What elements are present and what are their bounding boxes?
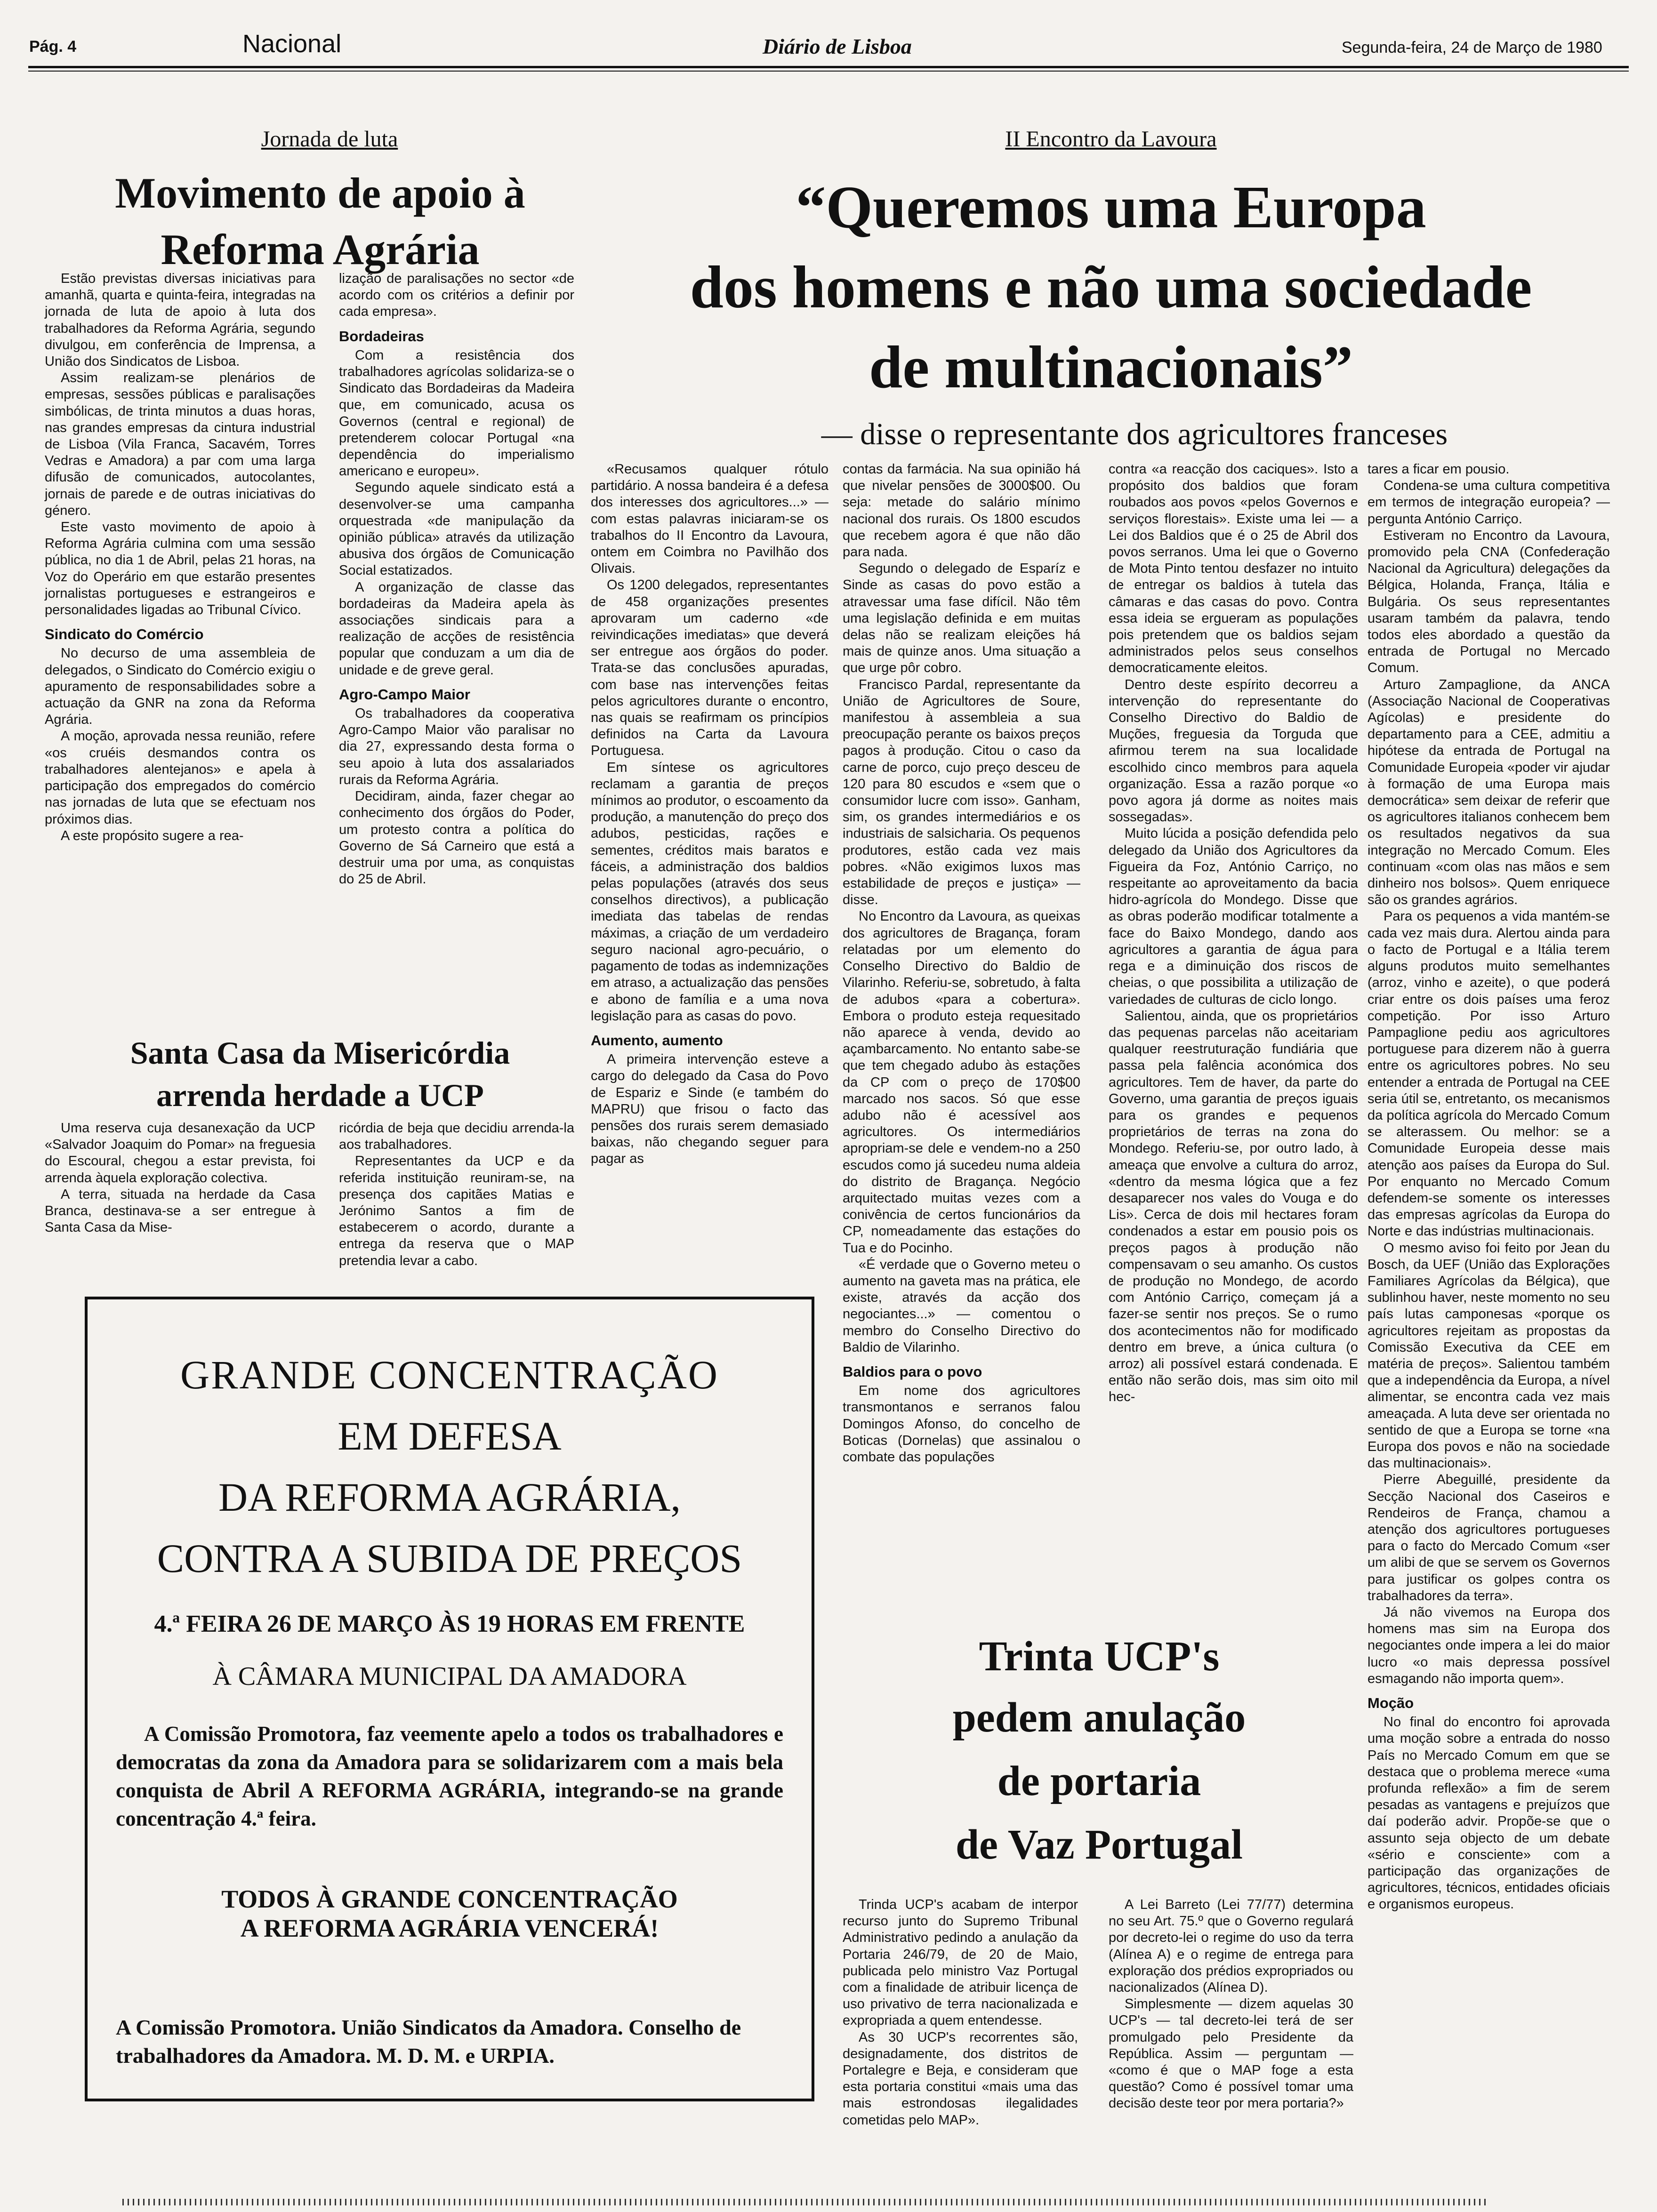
paragraph: Em síntese os agricultores reclamam a garantia de preços mínimos ao produtor, o escoamento da produção, a manutenção do preço dos adubos, pesticidas, rações e sementes, créditos mais baratos e fáceis, a administração dos baldios pelas populações (através dos seus conselhos directivos), a publicação imediata das tabelas de rendas máximas, a criação de um verdadeiro seguro nacional agro-pecuário, o pagamento de todas as indemnizações em atraso, a actualização das pensões e abono de família e a uma nova legislação para as casas do povo. bbox=[591, 760, 828, 1024]
ad-place: À CÂMARA MUNICIPAL DA AMADORA bbox=[212, 1662, 687, 1691]
paragraph: tares a ficar em pousio. bbox=[1367, 462, 1510, 477]
ad-line-3: DA REFORMA AGRÁRIA, bbox=[218, 1475, 681, 1520]
ucp-col-2 bbox=[1109, 1897, 1353, 2174]
paragraph: Arturo Zampaglione, da ANCA (Associação Nacional de Cooperativas Agícolas) e presidente do departamento para a CEE, admitiu a hipótese da entrada de Portugal na Comunidade Europeia «poder vir ajudar à formação de uma Europa mais democrática» sem deixar de referir que os agricultores italianos conhecem bem os resultados negativos da sua integração no Mercado Comum. Eles continuam «com olas nas mãos e sem dinheiro nos bolsos». Quem enriquece são os grandes agrários. bbox=[1367, 677, 1610, 908]
main-col-4 bbox=[1367, 461, 1610, 2193]
main-col-2 bbox=[843, 461, 1080, 1465]
subhead-mocao: Moção bbox=[1367, 1695, 1414, 1712]
paragraph: Segundo o delegado de Esparíz e Sinde as casas do povo estão a atravessar uma fase difícil. Não têm uma legislação definida e em muitas delas não se realizam eleições há mais de quinze anos. Uma situação a que urge pôr cobro. bbox=[843, 561, 1080, 676]
paragraph: A primeira intervenção esteve a cargo do delegado da Casa do Povo de Espariz e Sinde (e também do MAPRU) que frisou o facto das pensões dos rurais serem demasiado baixas, não chegando seguer para pagar as bbox=[591, 1052, 828, 1167]
ad-date: 4.ª FEIRA 26 DE MARÇO ÀS 19 HORAS EM FRENTE bbox=[154, 1611, 745, 1637]
paragraph: ricórdia de beja que decidiu arrenda-la aos trabalhadores. bbox=[339, 1121, 574, 1153]
headline-ucp-1: Trinta UCP's bbox=[979, 1633, 1220, 1680]
paragraph: Uma reserva cuja desanexação da UCP «Salvador Joaquim do Pomar» na freguesia do Escoural, chegou a estar prevista, foi arrenda àquela exploração colectiva. bbox=[45, 1121, 315, 1186]
paragraph: Condena-se uma cultura competitiva em termos de integração europeia? — pergunta António Carriço. bbox=[1367, 478, 1610, 527]
paragraph: Já não vivemos na Europa dos homens mas sim na Europa dos negociantes onde impera a lei do maior lucro «o mais depressa possível esmagando não importa quem». bbox=[1367, 1605, 1610, 1686]
left-col-2 bbox=[339, 271, 574, 1035]
paragraph: Representantes da UCP e da referida instituição reuniram-se, na presença dos capitães Matias e Jerónimo Santos a fim de estabecerem o acordo, durante a entrega da reserva que o MAP pretendia levar a cabo. bbox=[339, 1154, 574, 1268]
paragraph: No final do encontro foi aprovada uma moção sobre a entrada do nosso País no Mercado Comum em que se destaca que o problema merece «uma profunda reflexão» a fim de serem pesadas as vantagens e prejuízos que daí poderão advir. Propõe-se que o assunto seja objecto de um debate «sério e consciente» com a participação das organizações de agricultores, técnicos, entidades oficiais e organismos europeus. bbox=[1367, 1715, 1610, 1912]
headline-movimento: Movimento de apoio à Reforma Agrária bbox=[115, 169, 525, 273]
kicker-encontro: II Encontro da Lavoura bbox=[1005, 127, 1217, 152]
paragraph: Estão previstas diversas iniciativas para amanhã, quarta e quinta-feira, integradas na jornada de luta de apoio à luta dos trabalhadores da Reforma Agrária, segundo divulgou, em conferência de Imprensa, a União dos Sindicatos de Lisboa. bbox=[45, 271, 315, 369]
paragraph: A terra, situada na herdade da Casa Branca, destinava-se a ser entregue à Santa Casa da Mise- bbox=[45, 1186, 315, 1235]
masthead-rule-thin bbox=[28, 71, 1629, 72]
paragraph: Para os pequenos a vida mantém-se cada vez mais dura. Alertou ainda para o facto de Portugal e a Itália terem alguns produtos muito semelhantes (arroz, vinho e azeite), o que poderá criar entre os dois países uma feroz competição. Por isso Arturo Pampaglione pediu aos agricultores portuguese para dizerem não à guerra entre os agricultores pobres. No seu entender a entrada de Portugal na CEE seria útil se, entretanto, os mecanismos da política agrícola do Mercado Comum se alterassem. Ou melhor: se a Comunidade Europeia desse mais atenção aos países da Europa do Sul. Por enquanto no Mercado Comum defendem-se somente os interesses das empresas agrícolas da Europa do Norte e das indústrias multinacionais. bbox=[1367, 909, 1610, 1239]
headline-ucp-2: pedem anulação bbox=[952, 1694, 1246, 1741]
paragraph: A este propósito sugere a rea- bbox=[61, 828, 244, 843]
ad-line-2: EM DEFESA bbox=[338, 1413, 562, 1459]
section-name: Nacional bbox=[242, 30, 342, 58]
paragraph: Em nome dos agricultores transmontanos e serranos falou Domingos Afonso, do concelho de Boticas (Dornelas) que assinalou o combate das populações bbox=[843, 1383, 1080, 1465]
paragraph: Com a resistência dos trabalhadores agrícolas solidariza-se o Sindicato das Bordadeiras da Madeira que, em comunicado, acusa os Governos (central e regional) de pretenderem colocar Portugal «na dependência do imperialismo americano e europeu». bbox=[339, 347, 574, 479]
kicker-jornada: Jornada de luta bbox=[261, 127, 398, 152]
ad-line-4: CONTRA A SUBIDA DE PREÇOS bbox=[157, 1536, 742, 1581]
ad-signature: A Comissão Promotora. União Sindicatos da Amadora. Conselho de trabalhadores da Amadora. M. D. M. e URPIA. bbox=[116, 2015, 741, 2068]
paragraph: No decurso de uma assembleia de delegados, o Sindicato do Comércio exigiu o apuramento de responsabilidades sobre a actuação da GNR na zona da Reforma Agrária. bbox=[45, 646, 315, 728]
paragraph: lização de paralisações no sector «de acordo com os critérios a definir por cada empresa». bbox=[339, 271, 574, 320]
ad-slogan-2: A REFORMA AGRÁRIA VENCERÁ! bbox=[240, 1914, 659, 1942]
bottom-edge-marks bbox=[122, 2199, 1488, 2205]
headline-europa-1: “Queremos uma Europa bbox=[796, 174, 1426, 240]
paragraph: Muito lúcida a posição defendida pelo delegado da União dos Agricultores da Figueira da Foz, António Carriço, no respeitante ao aproveitamento da bacia hidro-agrícola do Mondego. Disse que as obras poderão modificar totalmente a face do Baixo Mondego, dando aos agricultores a garantia de água para rega e a diminuição dos riscos de cheias, o que possibilita a utilização de variedades de culturas de ciclo longo. bbox=[1109, 826, 1358, 1007]
masthead-rule bbox=[28, 66, 1629, 68]
paragraph: Segundo aquele sindicato está a desenvolver-se uma campanha orquestrada «de manipulação da opinião pública» através da utilização abusiva dos órgãos de Comunicação Social estatizados. bbox=[339, 480, 574, 578]
paragraph: No Encontro da Lavoura, as queixas dos agricultores de Bragança, foram relatadas por um elemento do Conselho Directivo do Baldio de Vilarinho. Referiu-se, sobretudo, à falta de adubos «para a cobertura». Embora o produto esteja requesitado não aparece à venda, devido ao açambarcamento. No entanto sabe-se que tem chegado adubo às estações da CP com o preço de 170$00 marcado nos sacos. Só que esse adubo não é acessível aos agricultores. Os intermediários apropriam-se dele e vendem-no a 250 escudos como já sucedeu numa aldeia do distrito de Bragança. Negócio arquitectado muitas vezes com a conivência de certos funcionários da CP, nomeadamente das estações do Tua e do Pocinho. bbox=[843, 909, 1080, 1256]
headline-europa-2: dos homens e não uma sociedade bbox=[690, 254, 1532, 321]
paragraph: Salientou, ainda, que os proprietários das pequenas parcelas não aceitariam qualquer reestruturação fundiária que passa pela falência aconómica dos agricultores. Tem de haver, da parte do Governo, uma garantia de preços iguais para os grandes e pequenos proprietários de terras na zona do Mondego. Referiu-se, por outro lado, à ameaça que envolve a cultura do arroz, «dentro da mesma lógica que a fez desaparecer nos vales do Vouga e do Lis». Cerca de dois mil hectares foram condenados a estar em pousio pois os preços pagos à produção não compensavam o seu amanho. Os custos de produção no Mondego, de acordo com António Carriço, começam já a fazer-se sentir nos preços. Se o rumo dos acontecimentos não for modificado dentro em breve, a única cultura (o arroz) ali possível estará condenada. E então não serão dois, mas sim oito mil hec- bbox=[1109, 1008, 1358, 1405]
concentration-ad bbox=[85, 1297, 814, 2101]
headline-santa-casa-1: Santa Casa da Misericórdia bbox=[130, 1035, 510, 1071]
paragraph: Os 1200 delegados, representantes de 458 organizações presentes aprovaram um caderno «de reivindicações imediatas» que deverá ser entregue aos órgãos do poder. Trata-se das conclusões apuradas, com base nas intervenções feitas pelos agricultores durante o encontro, nas quais se reafirmam os princípios definidos na Carta da Lavoura Portuguesa. bbox=[591, 577, 828, 759]
subhead-agro: Agro-Campo Maior bbox=[339, 686, 470, 703]
santa-casa-col-2 bbox=[339, 1120, 574, 1273]
paragraph: Trinda UCP's acabam de interpor recurso junto do Supremo Tribunal Administrativo pedindo a anulação da Portaria 246/79, de 20 de Maio, publicada pelo ministro Vaz Portugal com a finalidade de atribuir licença de uso privativo de terra nacionalizada e expropriada a quem entendesse. bbox=[843, 1897, 1078, 2028]
paragraph: Francisco Pardal, representante da União de Agricultores de Soure, manifestou à assembleia a sua preocupação perante os baixos preços pagos à produção. Citou o caso da carne de porco, cujo preço desceu de 120 para 80 escudos e «sem que o consumidor lucre com isso». Ganham, sim, os grandes intermediários e os industriais de salsicharia. Os pequenos produtores, estão cada vez mais pobres. «Não exigimos luxos mas estabilidade de preços e justiça» — disse. bbox=[843, 677, 1080, 908]
headline-ucp-3: de portaria bbox=[997, 1758, 1201, 1804]
paragraph: contra «a reacção dos caciques». Isto a propósito dos baldios que foram roubados aos povos «pelos Governos e serviços florestais». Existe uma lei — a Lei dos Baldios que é o 25 de Abril dos povos serranos. Uma lei que o Governo de Mota Pinto tentou desfazer no intuito de entregar os baldios à tutela das câmaras e das casas do povo. Contra essa ideia se ergueram as populações pois pretendem que os baldios sejam administrados pelos seus conselhos democraticamente eleitos. bbox=[1109, 462, 1358, 676]
paragraph: As 30 UCP's recorrentes são, designadamente, dos distritos de Portalegre e Beja, e consideram que esta portaria constitui «mais uma das mais estrondosas ilegalidades cometidas pelo MAP». bbox=[843, 2029, 1078, 2128]
page-number: Pág. 4 bbox=[29, 38, 77, 56]
paragraph: «Recusamos qualquer rótulo partidário. A nossa bandeira é a defesa dos interesses dos agricultores...» — com estas palavras iniciaram-se os trabalhos do II Encontro da Lavoura, ontem em Coimbra no Pavilhão dos Olivais. bbox=[591, 462, 828, 577]
santa-casa-col-1 bbox=[45, 1120, 315, 1273]
newspaper-name: Diário de Lisboa bbox=[763, 34, 912, 58]
paragraph: Estiveram no Encontro da Lavoura, promovido pela CNA (Confederação Nacional da Agricultura) delegações da Bélgica, Holanda, França, Itália e Bulgária. Os seus representantes usaram também da palavra, tendo todos eles abordado a questão da entrada de Portugal no Mercado Comum. bbox=[1367, 528, 1610, 676]
ucp-col-1 bbox=[843, 1897, 1078, 2174]
paragraph: Dentro deste espírito decorreu a intervenção do representante do Conselho Directivo do Baldio de Muções, freguesia da Torguda que afirmou terem na sua localidade escolhido cinco membros para aquela organização. Essa a razão porque «o povo agora já dorme as noites mais sossegadas». bbox=[1109, 677, 1358, 825]
subhead-baldios: Baldios para o povo bbox=[843, 1363, 982, 1380]
main-col-3 bbox=[1109, 461, 1358, 1595]
deck-franceses: — disse o representante dos agricultores franceses bbox=[821, 417, 1448, 451]
subhead-bordadeiras: Bordadeiras bbox=[339, 328, 424, 345]
paragraph: A organização de classe das bordadeiras da Madeira apela às associações sindicais para a realização de acções de resistência popular que conduzam a um dia de unidade e de greve geral. bbox=[339, 579, 574, 678]
issue-date: Segunda-feira, 24 de Março de 1980 bbox=[1342, 39, 1602, 56]
subhead-sindicato: Sindicato do Comércio bbox=[45, 626, 204, 643]
paragraph: Este vasto movimento de apoio à Reforma Agrária culmina com uma sessão pública, no dia 1 de Abril, pelas 21 horas, na Voz do Operário em que estarão presentes jornalistas portugueses e estrangeiros e personalidades ligadas ao Tribunal Cívico. bbox=[45, 520, 315, 618]
subhead-aumento: Aumento, aumento bbox=[591, 1032, 723, 1049]
paragraph: Assim realizam-se plenários de empresas, sessões públicas e paralisações simbólicas, de trinta minutos a duas horas, nas grandes empresas da cintura industrial de Lisboa (Vila Franca, Sacavém, Torres Vedras e Amadora) a par com uma larga difusão de comunicados, autocolantes, jornais de parede e de outras iniciativas do género. bbox=[45, 370, 315, 518]
left-col-1 bbox=[45, 271, 315, 1035]
headline-europa-3: de multinacionais” bbox=[869, 334, 1353, 401]
paragraph: Simplesmente — dizem aquelas 30 UCP's — tal decreto-lei terá de ser promulgado pelo Presidente da República. Assim — perguntam — «como é que o MAP foge a esta questão? Como é possível tomar uma decisão deste teor por mera portaria?» bbox=[1109, 1996, 1353, 2111]
paragraph: A moção, aprovada nessa reunião, refere «os cruéis desmandos contra os trabalhadores alentejanos» e apela à participação dos empregados do comércio nas jornadas de luta que se efectuam nos próximos dias. bbox=[45, 729, 315, 827]
paragraph: Os trabalhadores da cooperativa Agro-Campo Maior vão paralisar no dia 27, expressando desta forma o seu apoio à luta dos assalariados rurais da Reforma Agrária. bbox=[339, 706, 574, 787]
paragraph: Decidiram, ainda, fazer chegar ao conhecimento dos órgãos do Poder, um protesto contra a política do Governo de Sá Carneiro que está a destruir uma por uma, as conquistas do 25 de Abril. bbox=[339, 789, 574, 887]
paragraph: «É verdade que o Governo meteu o aumento na gaveta mas na prática, ele existe, através da acção dos negociantes...» — comentou o membro do Conselho Directivo do Baldio de Vilarinho. bbox=[843, 1257, 1080, 1355]
paragraph: A Lei Barreto (Lei 77/77) determina no seu Art. 75.º que o Governo regulará por decreto-lei o regime do uso da terra (Alínea A) e o regime de entrega para exploração dos prédios expropriados ou nacionalizados (Alínea D). bbox=[1109, 1897, 1353, 1996]
headline-santa-casa-2: arrenda herdade a UCP bbox=[156, 1077, 484, 1113]
ad-line-1: GRANDE CONCENTRAÇÃO bbox=[180, 1352, 719, 1397]
paragraph: O mesmo aviso foi feito por Jean du Bosch, da UEF (União das Explorações Familiares Agrícolas da Bélgica), que sublinhou haver, neste momento no seu país lutas camponesas «porque os agricultores rejeitam as propostas da Comissão Executiva da CEE em matéria de preços». Salientou também que a independência da Europa, a nível alimentar, se encontra cada vez mais ameaçada. A luta deve ser orientada no sentido de que a Europa se torne «na Europa dos povos e não na sociedade das multinacionais». bbox=[1367, 1240, 1610, 1471]
paragraph: contas da farmácia. Na sua opinião há que nivelar pensões de 3000$00. Ou seja: metade do salário mínimo nacional dos rurais. Os 1800 escudos que recebem agora é que não dão para nada. bbox=[843, 462, 1080, 560]
ad-slogan-1: TODOS À GRANDE CONCENTRAÇÃO bbox=[221, 1885, 678, 1913]
paragraph: Pierre Abeguillé, presidente da Secção Nacional dos Caseiros e Rendeiros de França, chamou a atenção dos agricultores portugueses para o facto do Mercado Comum «ser um alibi de que se servem os Governos para justificar os golpes contra os trabalhadores da terra». bbox=[1367, 1472, 1610, 1603]
ad-appeal: A Comissão Promotora, faz veemente apelo a todos os trabalhadores e democratas da zona da Amadora para se solidarizarem com a mais bela conquista de Abril A REFORMA AGRÁRIA, integrando-se na grande concentração 4.ª feira. bbox=[116, 1722, 783, 1830]
main-col-1 bbox=[591, 461, 828, 1273]
headline-ucp-4: de Vaz Portugal bbox=[955, 1821, 1243, 1868]
